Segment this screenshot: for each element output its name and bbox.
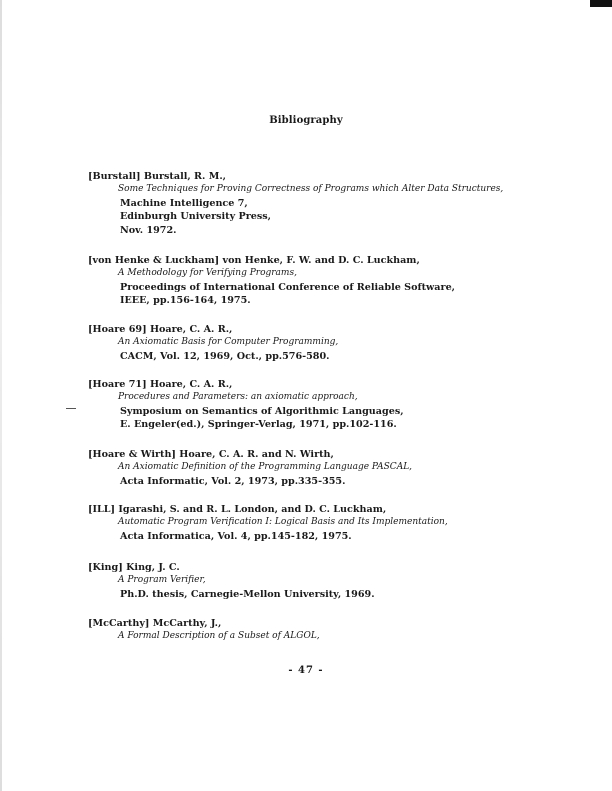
- entry-publication-line: Symposium on Semantics of Algorithmic Languages,: [120, 405, 404, 417]
- page-number: - 47 -: [288, 665, 324, 676]
- entry-author-line: [Burstall] Burstall, R. M.,: [88, 171, 227, 182]
- entry-author-line: [von Henke & Luckham] von Henke, F. W. and D. C. Luckham,: [88, 255, 420, 266]
- entry-publication-line: IEEE, pp.156-164, 1975.: [120, 295, 251, 307]
- entry-author-line: [Hoare & Wirth] Hoare, C. A. R. and N. Wirth,: [88, 449, 334, 460]
- entry-title: A Formal Description of a Subset of ALGOL,: [118, 631, 320, 642]
- bib-entry-burstall: [88, 170, 568, 237]
- entry-author-line: [McCarthy] McCarthy, J.,: [88, 618, 222, 629]
- bib-entry-king: [88, 561, 568, 601]
- entry-publication-line: Ph.D. thesis, Carnegie-Mellon University, 1969.: [120, 588, 375, 600]
- bib-entry-hoare-69: [88, 323, 568, 363]
- entry-title: A Program Verifier,: [118, 575, 206, 586]
- entry-publication-line: Machine Intelligence 7,: [120, 197, 248, 209]
- bib-entry-von-henke-luckham: [88, 254, 568, 308]
- entry-publication-line: Proceedings of International Conference of Reliable Software,: [120, 281, 456, 293]
- entry-publication-line: Edinburgh University Press,: [120, 211, 272, 223]
- scan-corner-mark: [590, 0, 612, 7]
- bib-entry-ill: [88, 503, 568, 543]
- entry-author-line: [ILL] Igarashi, S. and R. L. London, and D. C. Luckham,: [88, 504, 387, 515]
- entry-publication-line: Acta Informatic, Vol. 2, 1973, pp.335-355.: [120, 475, 346, 487]
- entry-publication-line: Nov. 1972.: [120, 224, 177, 236]
- entry-title: Procedures and Parameters: an axiomatic approach,: [118, 392, 358, 403]
- entry-title: A Methodology for Verifying Programs,: [118, 268, 297, 279]
- bib-entry-hoare-71: [88, 378, 568, 432]
- entry-title: An Axiomatic Basis for Computer Programming,: [118, 337, 339, 348]
- entry-title: Automatic Program Verification I: Logical Basis and Its Implementation,: [118, 517, 448, 528]
- bib-entry-hoare-wirth: [88, 448, 568, 488]
- entry-author-line: [King] King, J. C.: [88, 562, 180, 573]
- bib-entry-mccarthy: [88, 617, 568, 644]
- entry-title: An Axiomatic Definition of the Programming Language PASCAL,: [118, 462, 413, 473]
- entry-publication-line: E. Engeler(ed.), Springer-Verlag, 1971, pp.102-116.: [120, 419, 397, 431]
- entry-publication-line: Acta Informatica, Vol. 4, pp.145-182, 1975.: [120, 530, 352, 542]
- entry-author-line: [Hoare 71] Hoare, C. A. R.,: [88, 379, 233, 390]
- entry-title: Some Techniques for Proving Correctness of Programs which Alter Data Structures,: [118, 184, 504, 195]
- entry-author-line: [Hoare 69] Hoare, C. A. R.,: [88, 324, 233, 335]
- page-heading: Bibliography: [269, 115, 343, 126]
- entry-publication-line: CACM, Vol. 12, 1969, Oct., pp.576-580.: [120, 350, 330, 362]
- stray-pen-mark: [66, 408, 76, 409]
